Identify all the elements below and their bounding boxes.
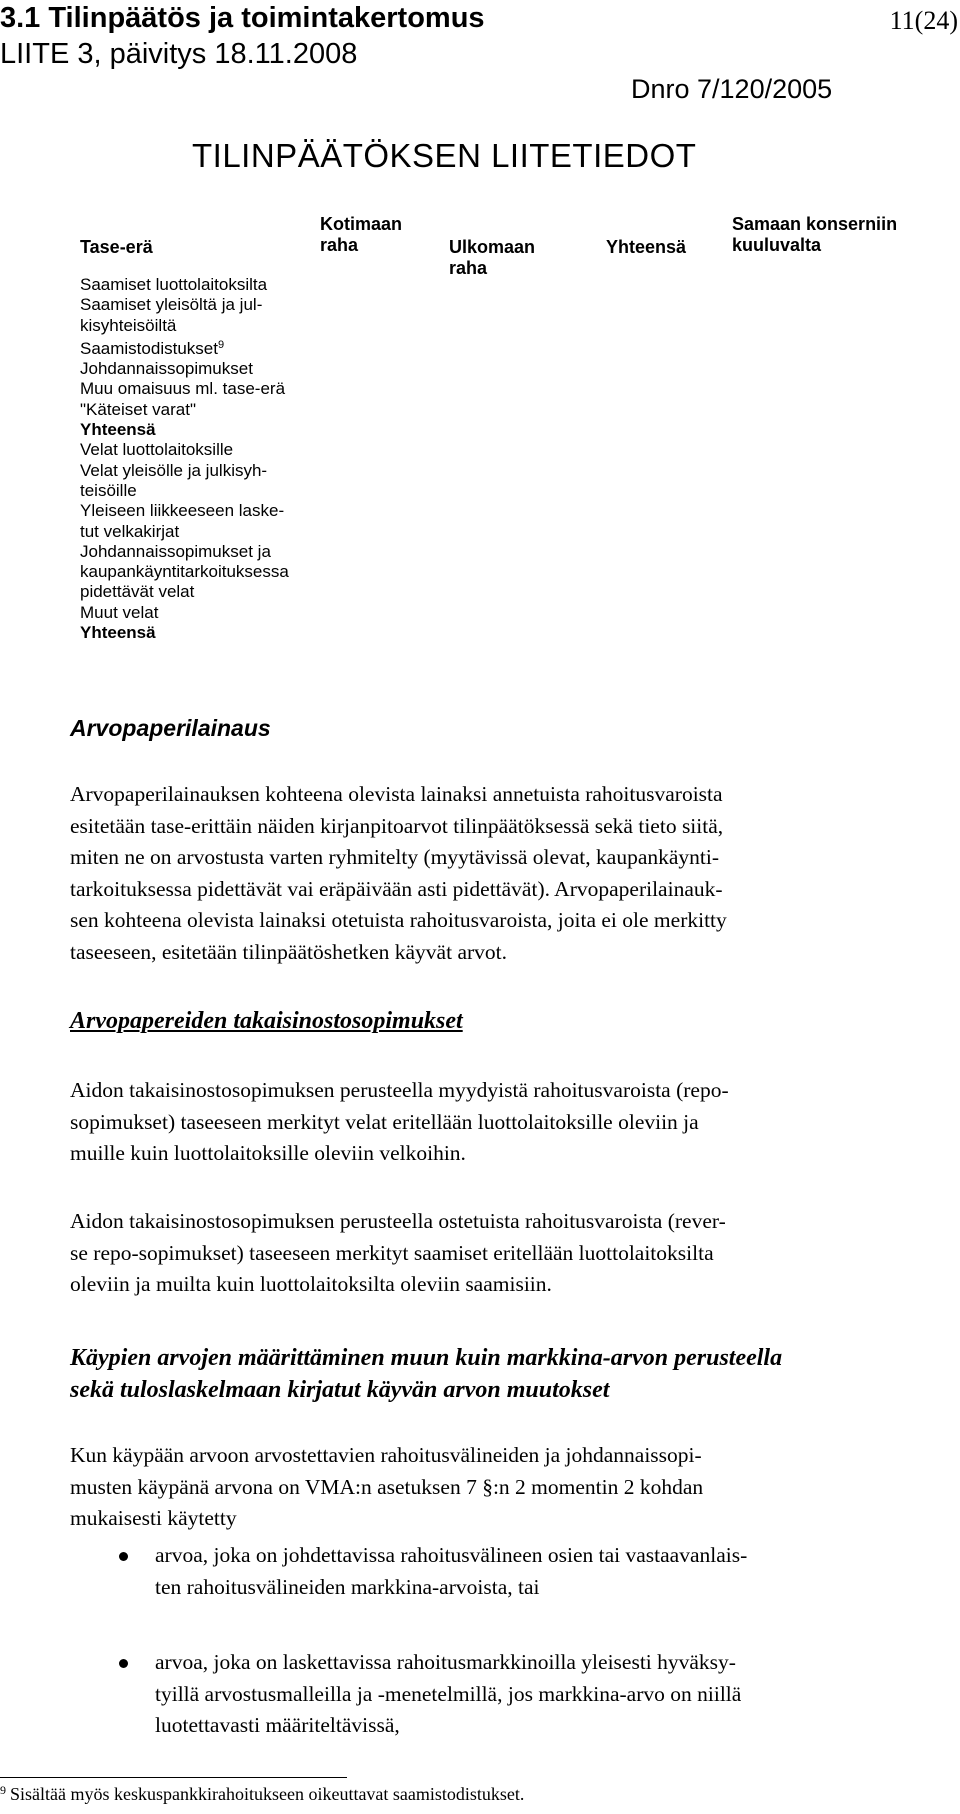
table-row: Velat luottolaitoksille	[80, 440, 234, 460]
table-row: "Käteiset varat"	[80, 399, 197, 419]
section-title: 3.1 Tilinpäätös ja toimintakertomus	[0, 2, 485, 34]
table-row: Saamiset luottolaitoksilta	[80, 275, 268, 294]
paragraph-repo: Aidon takaisinostosopimuksen perusteella myydyistä rahoitusvaroista (repo- sopimukset) taseeseen merkityt velat eritellään luottolaitoksille oleviin ja muille kuin luottolaitoksille oleviin velkoihin.	[70, 1078, 729, 1165]
page-number: 11(24)	[889, 6, 958, 35]
table-row: kisyhteisöiltä	[80, 315, 177, 335]
paragraph-arvopaperilainaus: Arvopaperilainauksen kohteena olevista lainaksi annetuista rahoitusvaroista esitetään tase-erittäin näiden kirjanpitoarvot tilinpäätöksessä sekä tieto siitä, miten ne on arvostusta varten ryhmitelty (myytävissä olevat, kaupankäynti- tarkoituksessa pidettävät vai eräpäivään asti pidettävät). Arvopaperilainauk- sen kohteena olevista lainaksi otetuista rahoitusvaroista, joita ei ole merkitty taseeseen, esitetään tilinpäätöshetken käyvät arvot.	[70, 782, 727, 964]
table-row: Muu omaisuus ml. tase-erä	[80, 379, 286, 399]
table-row: pidettävät velat	[80, 582, 195, 602]
bullet-icon	[119, 1552, 128, 1561]
table-row: Johdannaissopimukset ja	[80, 541, 271, 561]
table-row: Yleiseen liikkeeseen laske-	[80, 501, 285, 521]
footnote: $^9$ Sisältää myös keskuspankkirahoitukseen oikeuttavat saamistodistukset.	[0, 1783, 525, 1804]
footnote-ref: 9	[217, 338, 225, 351]
table-row: teisöille	[80, 480, 137, 500]
heading-arvopaperilainaus: Arvopaperilainaus	[70, 715, 271, 741]
table-row: Muut velat	[80, 602, 159, 622]
bullet-icon	[119, 1659, 128, 1668]
table-row-labels	[80, 275, 330, 643]
table-row: Saamiset yleisöltä ja jul-	[80, 295, 263, 315]
table-row: Johdannaissopimukset	[80, 359, 253, 379]
column-header-kotimaan-raha: Kotimaan raha	[320, 214, 403, 255]
footnote-separator	[0, 1777, 347, 1778]
document-number: Dnro 7/120/2005	[631, 74, 833, 104]
paragraph-reverse-repo: Aidon takaisinostosopimuksen perusteella ostetuista rahoitusvaroista (rever- se repo-sopimukset) taseeseen merkityt saamiset eritellään luottolaitoksilta oleviin ja muilta kuin luottolaitoksilta oleviin saamisiin.	[70, 1209, 726, 1296]
column-header-yhteensa: Yhteensä	[606, 237, 687, 257]
column-header-konserni: Samaan konserniin kuuluvalta	[732, 214, 898, 255]
table-row: kaupankäyntitarkoituksessa	[80, 562, 289, 582]
appendix-line: LIITE 3, päivitys 18.11.2008	[0, 38, 358, 70]
table-row: Velat yleisölle ja julkisyh-	[80, 460, 268, 480]
column-header-tase-era: Tase-erä	[80, 237, 153, 257]
paragraph-kaypa-arvo: Kun käypään arvoon arvostettavien rahoitusvälineiden ja johdannaissopi- musten käypänä arvona on VMA:n asetuksen 7 §:n 2 momentin 2 kohdan mukaisesti käytetty	[70, 1443, 704, 1530]
table-row: tut velkakirjat	[80, 521, 180, 541]
heading-takaisinostosopimukset: Arvopapereiden takaisinostosopimukset	[70, 1008, 463, 1034]
document-title: TILINPÄÄTÖKSEN LIITETIEDOT	[192, 137, 697, 174]
column-header-ulkomaan-raha: Ulkomaan raha	[449, 237, 536, 278]
table-row: Saamistodistukset$^9$	[80, 338, 225, 358]
table-row-total: Yhteensä	[80, 623, 156, 643]
table-row-total: Yhteensä	[80, 420, 156, 440]
heading-kaypien-arvojen: Käypien arvojen määrittäminen muun kuin markkina-arvon perusteella sekä tuloslaskelmaan kirjatut käyvän arvon muutokset	[70, 1345, 783, 1403]
